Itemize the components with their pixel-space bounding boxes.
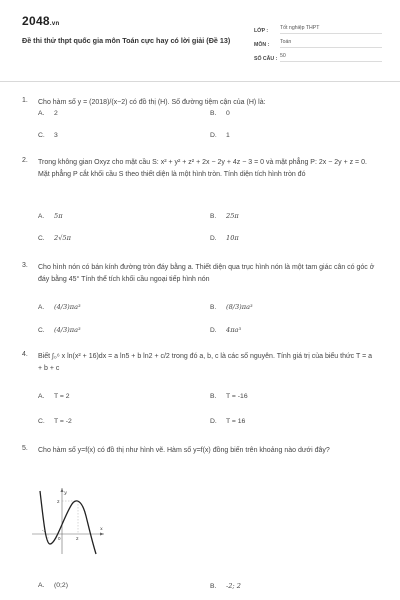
option-d[interactable] xyxy=(210,418,245,425)
meta-label: SỐ CÂU : xyxy=(254,56,278,62)
option-value: 1 xyxy=(226,132,230,139)
option-label: B. xyxy=(210,583,217,590)
option-value: 2√5π xyxy=(54,234,71,242)
option-label: A. xyxy=(38,213,45,220)
option-label: D. xyxy=(210,327,217,334)
option-a[interactable] xyxy=(38,393,70,400)
option-value: -2; 2 xyxy=(226,582,241,590)
option-b[interactable] xyxy=(210,303,253,311)
option-d[interactable] xyxy=(210,132,230,139)
option-label: B. xyxy=(210,110,217,117)
option-label: A. xyxy=(38,393,45,400)
option-b[interactable] xyxy=(210,582,241,590)
option-label: D. xyxy=(210,132,217,139)
question-number: 4. xyxy=(22,351,28,358)
option-label: A. xyxy=(38,110,45,117)
header-divider xyxy=(0,81,400,82)
option-b[interactable] xyxy=(210,110,230,117)
option-value: (0;2) xyxy=(54,582,68,589)
option-value: T = -16 xyxy=(226,393,248,400)
exam-meta xyxy=(254,20,382,62)
page-header xyxy=(22,14,382,76)
x-axis-label: x xyxy=(100,526,103,532)
function-curve xyxy=(40,491,96,554)
option-value: 25π xyxy=(226,212,239,220)
option-c[interactable] xyxy=(38,326,81,334)
option-label: C. xyxy=(38,235,45,242)
meta-label: MÔN : xyxy=(254,42,270,48)
question-text: Trong không gian Oxyz cho mặt cầu S: x² + y² + z² + 2x − 2y + 4z − 3 = 0 và mặt phẳng P: 2x − 2y + z = 0. Mặt phẳng P cắt khối cầu S theo thiết diện là một hình tròn. Tính diện tích hình tròn đó xyxy=(38,159,367,178)
x-axis-arrow xyxy=(100,533,104,536)
option-value: T = -2 xyxy=(54,418,72,425)
option-value: (4/3)πa³ xyxy=(54,303,81,311)
option-value: (4/3)πa³ xyxy=(54,326,81,334)
option-d[interactable] xyxy=(210,234,239,242)
option-c[interactable] xyxy=(38,418,72,425)
meta-label: LỚP : xyxy=(254,28,269,34)
option-value: T = 16 xyxy=(226,418,246,425)
option-value: 4πa³ xyxy=(226,326,242,334)
option-value: 10π xyxy=(226,234,239,242)
exam-title: Đề thi thử thpt quốc gia môn Toán cực hay có lời giải (Đề 13) xyxy=(22,36,231,45)
question-number: 2. xyxy=(22,157,28,164)
option-a[interactable] xyxy=(38,212,63,220)
option-label: B. xyxy=(210,393,217,400)
option-a[interactable] xyxy=(38,303,81,311)
meta-row-grade xyxy=(254,20,382,34)
tick-label: 2 xyxy=(76,536,79,541)
meta-row-count xyxy=(254,48,382,62)
option-label: A. xyxy=(38,582,45,589)
tick-label: 2 xyxy=(57,499,60,504)
meta-value: 50 xyxy=(280,53,382,62)
question-text: Cho hàm số y=f(x) có đồ thị như hình vẽ. Hàm số y=f(x) đồng biến trên khoảng nào dưới đây? xyxy=(38,447,330,454)
question-text: Cho hàm số y = (2018)/(x−2) có đồ thị (H). Số đường tiệm cận của (H) là: xyxy=(38,99,266,106)
option-label: C. xyxy=(38,132,45,139)
question-number: 1. xyxy=(22,97,28,104)
y-axis-label: y xyxy=(64,490,67,496)
question-number: 3. xyxy=(22,262,28,269)
option-value: T = 2 xyxy=(54,393,70,400)
option-label: D. xyxy=(210,418,217,425)
option-value: 3 xyxy=(54,132,58,139)
option-value: 0 xyxy=(226,110,230,117)
option-label: B. xyxy=(210,213,217,220)
option-b[interactable] xyxy=(210,212,239,220)
option-a[interactable] xyxy=(38,110,58,117)
meta-row-subject xyxy=(254,34,382,48)
option-value: 5π xyxy=(54,212,63,220)
tick-label: 0 xyxy=(58,536,61,541)
question-text: Biết ∫₀⁶ x ln(x² + 16)dx = a ln5 + b ln2 + c/2 trong đó a, b, c là các số nguyên. Tính giá trị của biểu thức T = a + b + c xyxy=(38,353,372,372)
option-value: (8/3)πa³ xyxy=(226,303,253,311)
tick-label: -1 xyxy=(42,528,47,533)
option-value: 2 xyxy=(54,110,58,117)
option-label: C. xyxy=(38,327,45,334)
brand-name: 2048 xyxy=(22,14,50,28)
function-graph xyxy=(30,486,106,556)
option-a[interactable] xyxy=(38,582,68,589)
brand-suffix: .vn xyxy=(49,21,60,27)
question-number: 5. xyxy=(22,445,28,452)
option-b[interactable] xyxy=(210,393,248,400)
option-label: B. xyxy=(210,304,217,311)
option-c[interactable] xyxy=(38,234,71,242)
option-d[interactable] xyxy=(210,326,241,334)
meta-value: Tốt nghiệp THPT xyxy=(280,25,382,34)
question-text: Cho hình nón có bán kính đường tròn đáy bằng a. Thiết diện qua trục hình nón là một tam giác cân có góc ở đáy bằng 45° Tính thể tích khối cầu ngoại tiếp hình nón xyxy=(38,264,375,283)
option-c[interactable] xyxy=(38,132,58,139)
meta-value: Toán xyxy=(280,39,382,48)
option-label: D. xyxy=(210,235,217,242)
option-label: C. xyxy=(38,418,45,425)
option-label: A. xyxy=(38,304,45,311)
